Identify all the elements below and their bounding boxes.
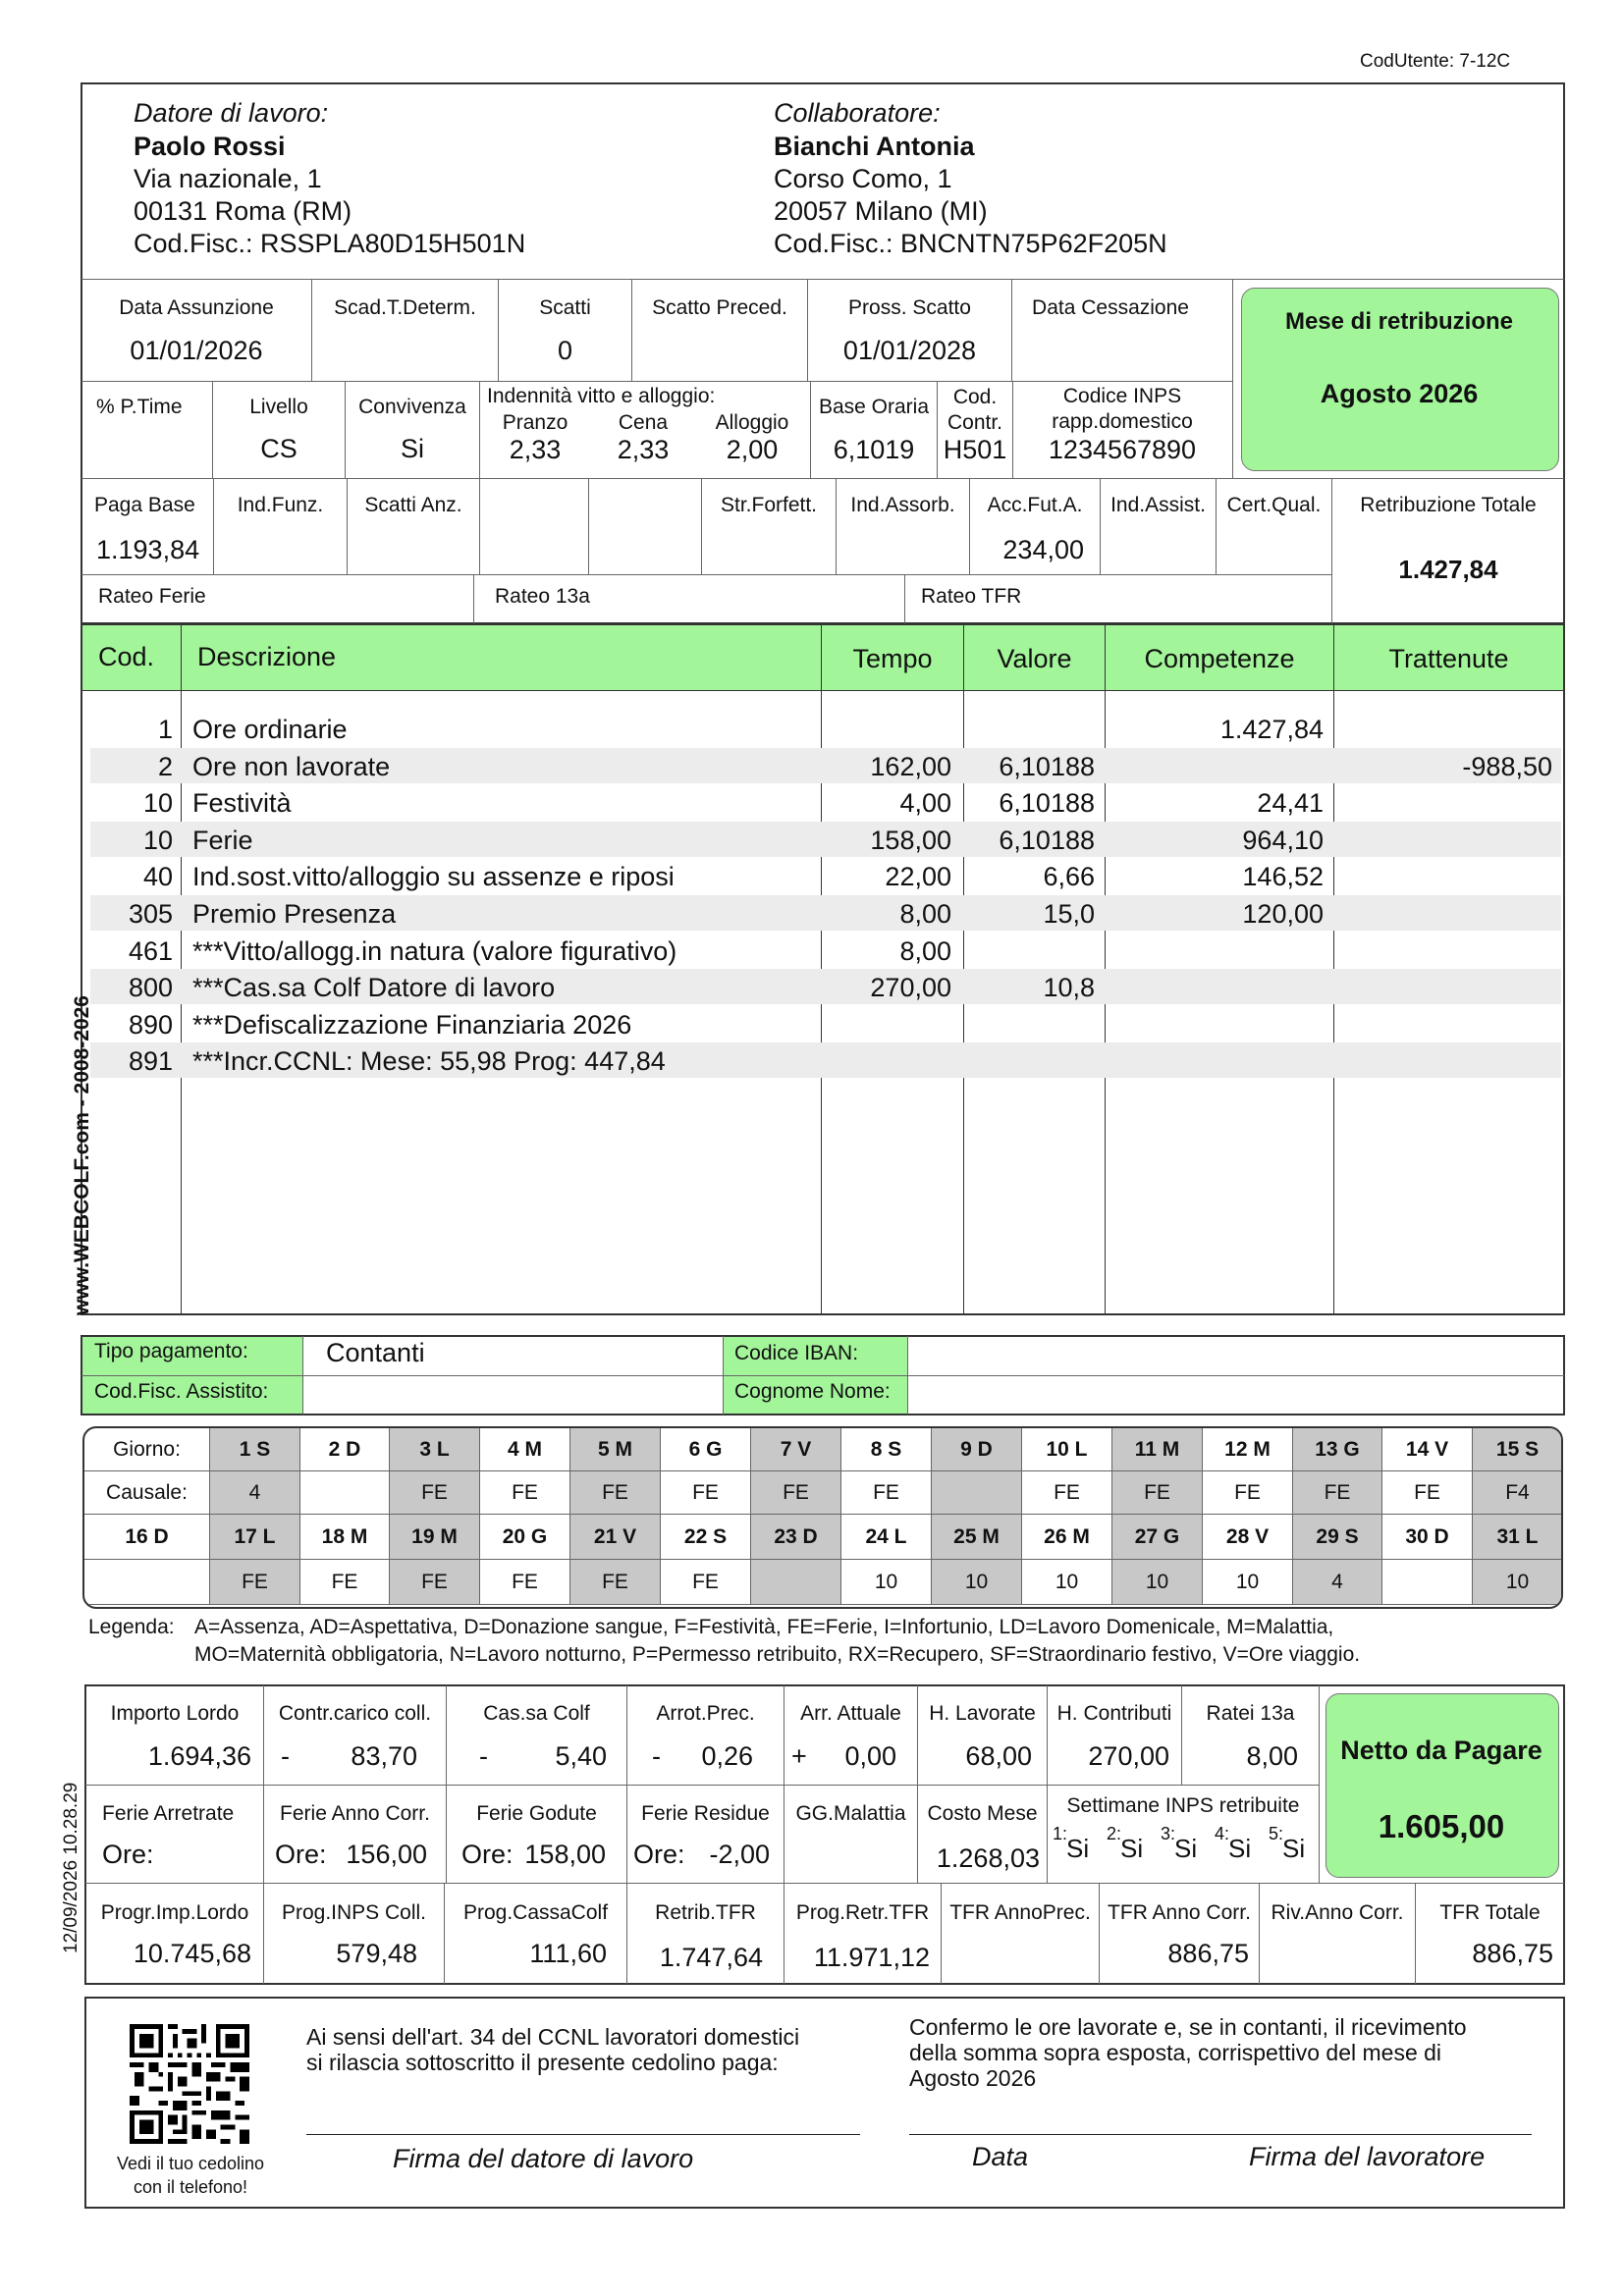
tfr-totale-value: 886,75 — [1472, 1939, 1553, 1968]
cell-tempo: 158,00 — [870, 825, 951, 855]
th-tempo: Tempo — [852, 644, 933, 673]
calendar-causale: 10 — [841, 1560, 932, 1605]
importo-lordo-value: 1.694,36 — [147, 1741, 251, 1771]
worker-name: Bianchi Antonia — [774, 132, 975, 161]
cell-tempo: 22,00 — [885, 862, 951, 892]
settimana-value: Si — [1282, 1834, 1306, 1863]
costo-mese-value: 1.268,03 — [936, 1843, 1040, 1873]
tfr-anno-corr-label: TFR Anno Corr. — [1108, 1901, 1251, 1924]
convivenza-label: Convivenza — [358, 396, 466, 418]
calendar-day: 16 D — [84, 1515, 210, 1560]
ferie-anno-prefix: Ore: — [275, 1840, 327, 1869]
calendar-causale: FE — [751, 1471, 841, 1515]
tfr-anno-prec-label: TFR AnnoPrec. — [949, 1901, 1091, 1924]
calendar-box — [82, 1426, 1563, 1609]
riv-anno-corr-label: Riv.Anno Corr. — [1271, 1901, 1404, 1924]
ind-funz-label: Ind.Funz. — [237, 494, 324, 516]
cell-cod: 10 — [142, 825, 173, 855]
calendar-day: 11 M — [1112, 1428, 1203, 1471]
cell-trattenute: -988,50 — [1462, 751, 1552, 781]
prog-inps-value: 579,48 — [336, 1939, 417, 1968]
rateo-ferie-label: Rateo Ferie — [98, 585, 206, 608]
calendar-causale: FE — [1112, 1471, 1203, 1515]
table-row — [90, 784, 1561, 820]
calendar-day: 26 M — [1022, 1515, 1112, 1560]
cell-valore: 6,10188 — [999, 788, 1095, 819]
declaration-line-2: si rilascia sottoscritto il presente cedolino paga: — [306, 2050, 779, 2075]
legenda-label: Legenda: — [88, 1616, 175, 1638]
settimana-value: Si — [1066, 1834, 1090, 1863]
arrot-prec-sign: - — [652, 1741, 661, 1771]
calendar-causale: FE — [1203, 1471, 1293, 1515]
ferie-godute-label: Ferie Godute — [476, 1802, 597, 1825]
ind-assorb-label: Ind.Assorb. — [850, 494, 955, 516]
base-oraria-value: 6,1019 — [833, 435, 915, 464]
cell-cod: 890 — [128, 1009, 173, 1040]
calendar-day: 28 V — [1203, 1515, 1293, 1560]
calendar-day: 22 S — [661, 1515, 751, 1560]
contr-carico-label: Contr.carico coll. — [278, 1702, 432, 1725]
side-watermark-text: www.WEBCOLF.com - 2008-2026 — [71, 995, 93, 1315]
cert-qual-label: Cert.Qual. — [1226, 494, 1322, 516]
arrot-prec-value: 0,26 — [701, 1741, 753, 1771]
costo-mese-label: Costo Mese — [927, 1802, 1038, 1825]
prog-retr-tfr-label: Prog.Retr.TFR — [795, 1901, 930, 1924]
retribuzione-totale-value: 1.427,84 — [1398, 555, 1498, 584]
calendar-day: 2 D — [300, 1428, 390, 1471]
cell-competenze: 1.427,84 — [1219, 715, 1324, 744]
calendar-causale: FE — [1382, 1471, 1473, 1515]
rateo-13a-label: Rateo 13a — [495, 585, 590, 608]
calendar-causale — [84, 1560, 210, 1605]
cell-cod: 305 — [128, 899, 173, 929]
cell-descrizione: Ind.sost.vitto/alloggio su assenze e riposi — [192, 862, 675, 892]
prog-inps-label: Prog.INPS Coll. — [281, 1901, 427, 1924]
cell-descrizione: Festività — [192, 788, 292, 819]
cod-contr-label-2: Contr. — [947, 411, 1003, 434]
cell-cod: 891 — [128, 1046, 173, 1077]
calendar-day: 1 S — [210, 1428, 300, 1471]
calendar-day: 30 D — [1382, 1515, 1473, 1560]
cognome-nome-label: Cognome Nome: — [734, 1380, 891, 1403]
cell-tempo: 8,00 — [899, 899, 951, 929]
calendar-day: 14 V — [1382, 1428, 1473, 1471]
cell-descrizione: Ore ordinarie — [192, 715, 348, 744]
calendar-causale: 10 — [1112, 1560, 1203, 1605]
tipo-pagamento-label: Tipo pagamento: — [94, 1340, 248, 1362]
calendar-day: 13 G — [1293, 1428, 1382, 1471]
cell-descrizione: ***Incr.CCNL: Mese: 55,98 Prog: 447,84 — [192, 1046, 666, 1077]
scatti-label: Scatti — [539, 296, 591, 319]
cassa-colf-value: 5,40 — [555, 1741, 607, 1771]
legenda-line-2: MO=Maternità obbligatoria, N=Lavoro notturno, P=Permesso retribuito, RX=Recupero, SF=Straordinario festivo, V=Ore viaggio. — [194, 1643, 1361, 1666]
ptime-label: % P.Time — [96, 396, 183, 418]
prog-imp-lordo-value: 10.745,68 — [133, 1939, 251, 1968]
th-descrizione: Descrizione — [197, 642, 337, 671]
cell-competenze: 146,52 — [1242, 862, 1324, 892]
calendar-day: 24 L — [841, 1515, 932, 1560]
ferie-residue-label: Ferie Residue — [641, 1802, 770, 1825]
cell-valore: 10,8 — [1043, 973, 1095, 1003]
tfr-anno-corr-value: 886,75 — [1167, 1939, 1249, 1968]
retrib-tfr-label: Retrib.TFR — [655, 1901, 756, 1924]
data-assunzione: 01/01/2026 — [130, 336, 263, 365]
netto-box — [1325, 1693, 1559, 1878]
settimana-number: 1: — [1053, 1824, 1068, 1843]
rateo-tfr-label: Rateo TFR — [921, 585, 1022, 608]
settimana-number: 5: — [1269, 1824, 1284, 1843]
calendar-day: 31 L — [1473, 1515, 1563, 1560]
calendar-day: 3 L — [390, 1428, 480, 1471]
paga-base-value: 1.193,84 — [96, 535, 200, 564]
giorno-label: Giorno: — [84, 1428, 210, 1471]
legenda-line-1: A=Assenza, AD=Aspettativa, D=Donazione sangue, F=Festività, FE=Ferie, I=Infortunio, LD=Lavoro Domenicale, M=Malattia, — [194, 1616, 1334, 1638]
livello-value: CS — [260, 434, 298, 463]
acc-fut-label: Acc.Fut.A. — [987, 494, 1083, 516]
cod-utente: CodUtente: 7-12C — [1360, 51, 1511, 72]
employer-city: 00131 Roma (RM) — [134, 196, 352, 226]
worker-label: Collaboratore: — [774, 98, 941, 128]
cell-cod: 461 — [128, 935, 173, 966]
cod-contr-value: H501 — [943, 435, 1007, 464]
scad-tdeterm-label: Scad.T.Determ. — [334, 296, 476, 319]
ferie-godute-prefix: Ore: — [461, 1840, 514, 1869]
settimane-inps-label: Settimane INPS retribuite — [1066, 1794, 1300, 1817]
importo-lordo-label: Importo Lordo — [110, 1702, 240, 1725]
calendar-causale — [932, 1471, 1022, 1515]
mese-label: Mese di retribuzione — [1284, 308, 1514, 335]
calendar-causale — [751, 1560, 841, 1605]
ferie-godute-value: 158,00 — [524, 1840, 606, 1869]
ferie-arretrate-label: Ferie Arretrate — [102, 1802, 235, 1825]
inps-label-1: Codice INPS — [1062, 385, 1182, 407]
cell-descrizione: ***Cas.sa Colf Datore di lavoro — [192, 973, 556, 1003]
settimana-value: Si — [1174, 1834, 1198, 1863]
worker-cf: Cod.Fisc.: BNCNTN75P62F205N — [774, 229, 1167, 258]
worker-city: 20057 Milano (MI) — [774, 196, 988, 226]
arr-attuale-value: 0,00 — [844, 1741, 896, 1771]
cell-tempo: 162,00 — [870, 751, 951, 781]
cell-cod: 800 — [128, 973, 173, 1003]
calendar-causale: FE — [390, 1471, 480, 1515]
alloggio-value: 2,00 — [726, 435, 779, 464]
confirmation-line-3: Agosto 2026 — [909, 2065, 1037, 2091]
cell-cod: 10 — [142, 788, 173, 819]
h-lavorate-value: 68,00 — [965, 1741, 1032, 1771]
str-forfett-label: Str.Forfett. — [720, 494, 818, 516]
calendar-causale: FE — [661, 1560, 751, 1605]
data-cessazione-label: Data Cessazione — [1032, 296, 1189, 319]
calendar-day: 10 L — [1022, 1428, 1112, 1471]
prog-cassa-value: 111,60 — [529, 1939, 607, 1968]
employer-label: Datore di lavoro: — [134, 98, 329, 128]
cell-descrizione: Premio Presenza — [192, 899, 397, 929]
cell-tempo: 270,00 — [870, 973, 951, 1003]
qr-code[interactable] — [130, 2024, 249, 2144]
netto-value: 1.605,00 — [1378, 1808, 1505, 1844]
arr-attuale-label: Arr. Attuale — [800, 1702, 901, 1725]
scatti-anz-label: Scatti Anz. — [364, 494, 462, 516]
calendar-causale: 10 — [1473, 1560, 1563, 1605]
firma-lavoratore-label: Firma del lavoratore — [1249, 2142, 1486, 2171]
ind-assist-label: Ind.Assist. — [1110, 494, 1206, 516]
base-oraria-label: Base Oraria — [818, 396, 930, 418]
th-trattenute: Trattenute — [1388, 644, 1509, 673]
firma-datore-label: Firma del datore di lavoro — [393, 2144, 694, 2173]
table-row — [90, 748, 1561, 783]
calendar-causale: FE — [390, 1560, 480, 1605]
calendar-causale: FE — [570, 1560, 661, 1605]
table-row — [90, 933, 1561, 968]
table-row — [90, 1042, 1561, 1078]
calendar-day: 9 D — [932, 1428, 1022, 1471]
calendar-causale: 4 — [1293, 1560, 1382, 1605]
declaration-line-1: Ai sensi dell'art. 34 del CCNL lavoratori domestici — [306, 2024, 800, 2050]
cell-cod: 2 — [157, 751, 173, 781]
convivenza-value: Si — [400, 434, 424, 463]
settimana-number: 3: — [1161, 1824, 1176, 1843]
table-row — [90, 858, 1561, 893]
calendar-causale: 10 — [1022, 1560, 1112, 1605]
calendar-day: 8 S — [841, 1428, 932, 1471]
cell-descrizione: ***Vitto/allogg.in natura (valore figurativo) — [192, 935, 677, 966]
calendar-causale: FE — [661, 1471, 751, 1515]
ratei-13a-label: Ratei 13a — [1206, 1702, 1295, 1725]
paga-base-label: Paga Base — [94, 494, 195, 516]
calendar-day: 17 L — [210, 1515, 300, 1560]
calendar-day: 7 V — [751, 1428, 841, 1471]
iban-label: Codice IBAN: — [734, 1342, 859, 1364]
calendar-causale: FE — [841, 1471, 932, 1515]
cell-cod: 1 — [157, 715, 173, 744]
employer-cf: Cod.Fisc.: RSSPLA80D15H501N — [134, 229, 526, 258]
pross-scatto-label: Pross. Scatto — [848, 296, 971, 319]
calendar-causale: 10 — [1203, 1560, 1293, 1605]
calendar-causale: FE — [300, 1560, 390, 1605]
confirmation-line-1: Confermo le ore lavorate e, se in contanti, il ricevimento — [909, 2014, 1467, 2040]
prog-retr-tfr-value: 11.971,12 — [813, 1943, 930, 1972]
calendar-day: 12 M — [1203, 1428, 1293, 1471]
cena-value: 2,33 — [617, 435, 670, 464]
retribuzione-totale-label: Retribuzione Totale — [1360, 494, 1537, 516]
table-row — [90, 895, 1561, 931]
ferie-residue-value: -2,00 — [709, 1840, 770, 1869]
calendar-causale: FE — [480, 1471, 570, 1515]
cell-valore: 6,10188 — [999, 751, 1095, 781]
calendar-causale — [1382, 1560, 1473, 1605]
scatti-value: 0 — [557, 336, 573, 365]
cell-valore: 6,10188 — [999, 825, 1095, 855]
cell-competenze: 964,10 — [1242, 825, 1324, 855]
employer-address: Via nazionale, 1 — [134, 164, 322, 193]
pranzo-label: Pranzo — [502, 411, 568, 434]
th-competenze: Competenze — [1144, 644, 1295, 673]
indennita-label: Indennità vitto e alloggio: — [487, 385, 716, 407]
h-contributi-label: H. Contributi — [1056, 1702, 1172, 1725]
calendar-day: 19 M — [390, 1515, 480, 1560]
ferie-residue-prefix: Ore: — [633, 1840, 685, 1869]
table-row — [90, 822, 1561, 857]
data-label: Data — [972, 2142, 1029, 2171]
ratei-13a-value: 8,00 — [1246, 1741, 1298, 1771]
settimana-number: 4: — [1215, 1824, 1230, 1843]
gg-malattia-label: GG.Malattia — [795, 1802, 906, 1825]
cf-assistito-label: Cod.Fisc. Assistito: — [94, 1380, 269, 1403]
alloggio-label: Alloggio — [715, 411, 789, 434]
prog-cassa-label: Prog.CassaColf — [462, 1901, 609, 1924]
pross-scatto: 01/01/2028 — [842, 336, 977, 365]
arr-attuale-sign: + — [791, 1741, 807, 1771]
table-row — [90, 711, 1561, 746]
cell-tempo: 8,00 — [899, 935, 951, 966]
cod-contr-label-1: Cod. — [952, 386, 998, 408]
cell-competenze: 24,41 — [1257, 788, 1324, 819]
livello-label: Livello — [249, 396, 308, 418]
qr-caption-1: Vedi il tuo cedolino — [116, 2154, 265, 2173]
calendar-day: 5 M — [570, 1428, 661, 1471]
employer-name: Paolo Rossi — [134, 132, 286, 161]
pranzo-value: 2,33 — [509, 435, 562, 464]
calendar-day: 23 D — [751, 1515, 841, 1560]
calendar-day: 20 G — [480, 1515, 570, 1560]
tipo-pagamento-value: Contanti — [326, 1338, 425, 1367]
mese-value: Agosto 2026 — [1320, 379, 1479, 408]
cell-valore: 6,66 — [1043, 862, 1095, 892]
ferie-anno-label: Ferie Anno Corr. — [280, 1802, 430, 1825]
calendar-day: 4 M — [480, 1428, 570, 1471]
contr-carico-sign: - — [281, 1741, 290, 1771]
settimana-value: Si — [1120, 1834, 1144, 1863]
prog-imp-lordo-label: Progr.Imp.Lordo — [100, 1901, 249, 1924]
print-timestamp: 12/09/2026 10.28.29 — [61, 1782, 81, 1953]
calendar-causale: 10 — [932, 1560, 1022, 1605]
calendar-day: 27 G — [1112, 1515, 1203, 1560]
cell-descrizione: Ore non lavorate — [192, 751, 391, 781]
calendar-day: 29 S — [1293, 1515, 1382, 1560]
cell-tempo: 4,00 — [899, 788, 951, 819]
scatto-preced-label: Scatto Preced. — [652, 296, 787, 319]
calendar-causale: FE — [1022, 1471, 1112, 1515]
calendar-causale — [300, 1471, 390, 1515]
settimana-value: Si — [1228, 1834, 1252, 1863]
ferie-anno-value: 156,00 — [346, 1840, 427, 1869]
retrib-tfr-value: 1.747,64 — [659, 1943, 763, 1972]
calendar-day: 21 V — [570, 1515, 661, 1560]
th-cod: Cod. — [98, 642, 155, 671]
qr-caption-2: con il telefono! — [133, 2177, 248, 2197]
table-row — [90, 1006, 1561, 1041]
calendar-causale: FE — [210, 1560, 300, 1605]
data-assunzione-label: Data Assunzione — [119, 296, 274, 319]
th-valore: Valore — [997, 644, 1072, 673]
calendar-day: 6 G — [661, 1428, 751, 1471]
causale-label: Causale: — [84, 1471, 210, 1515]
h-lavorate-label: H. Lavorate — [929, 1702, 1036, 1725]
cassa-colf-label: Cas.sa Colf — [483, 1702, 590, 1725]
calendar-causale: 4 — [210, 1471, 300, 1515]
calendar-day: 18 M — [300, 1515, 390, 1560]
cell-descrizione: ***Defiscalizzazione Finanziaria 2026 — [192, 1009, 632, 1040]
cassa-colf-sign: - — [479, 1741, 488, 1771]
table-row — [90, 969, 1561, 1004]
confirmation-line-2: della somma sopra esposta, corrispettivo del mese di — [909, 2040, 1442, 2065]
calendar-causale: F4 — [1473, 1471, 1563, 1515]
calendar-causale: FE — [480, 1560, 570, 1605]
cell-valore: 15,0 — [1043, 899, 1095, 929]
acc-fut-value: 234,00 — [1002, 535, 1084, 564]
calendar-day: 25 M — [932, 1515, 1022, 1560]
contr-carico-value: 83,70 — [351, 1741, 417, 1771]
cena-label: Cena — [618, 411, 669, 434]
settimana-number: 2: — [1107, 1824, 1122, 1843]
h-contributi-value: 270,00 — [1088, 1741, 1169, 1771]
tfr-totale-label: TFR Totale — [1439, 1901, 1541, 1924]
inps-label-2: rapp.domestico — [1052, 410, 1193, 433]
cell-cod: 40 — [142, 862, 173, 892]
worker-address: Corso Como, 1 — [774, 164, 952, 193]
inps-value: 1234567890 — [1048, 435, 1197, 464]
calendar-causale: FE — [570, 1471, 661, 1515]
cell-descrizione: Ferie — [192, 825, 253, 855]
calendar-day: 15 S — [1473, 1428, 1563, 1471]
arrot-prec-label: Arrot.Prec. — [656, 1702, 755, 1725]
calendar-causale: FE — [1293, 1471, 1382, 1515]
ferie-arretrate-value: Ore: — [102, 1840, 154, 1869]
netto-label: Netto da Pagare — [1340, 1735, 1542, 1765]
cell-competenze: 120,00 — [1242, 899, 1324, 929]
